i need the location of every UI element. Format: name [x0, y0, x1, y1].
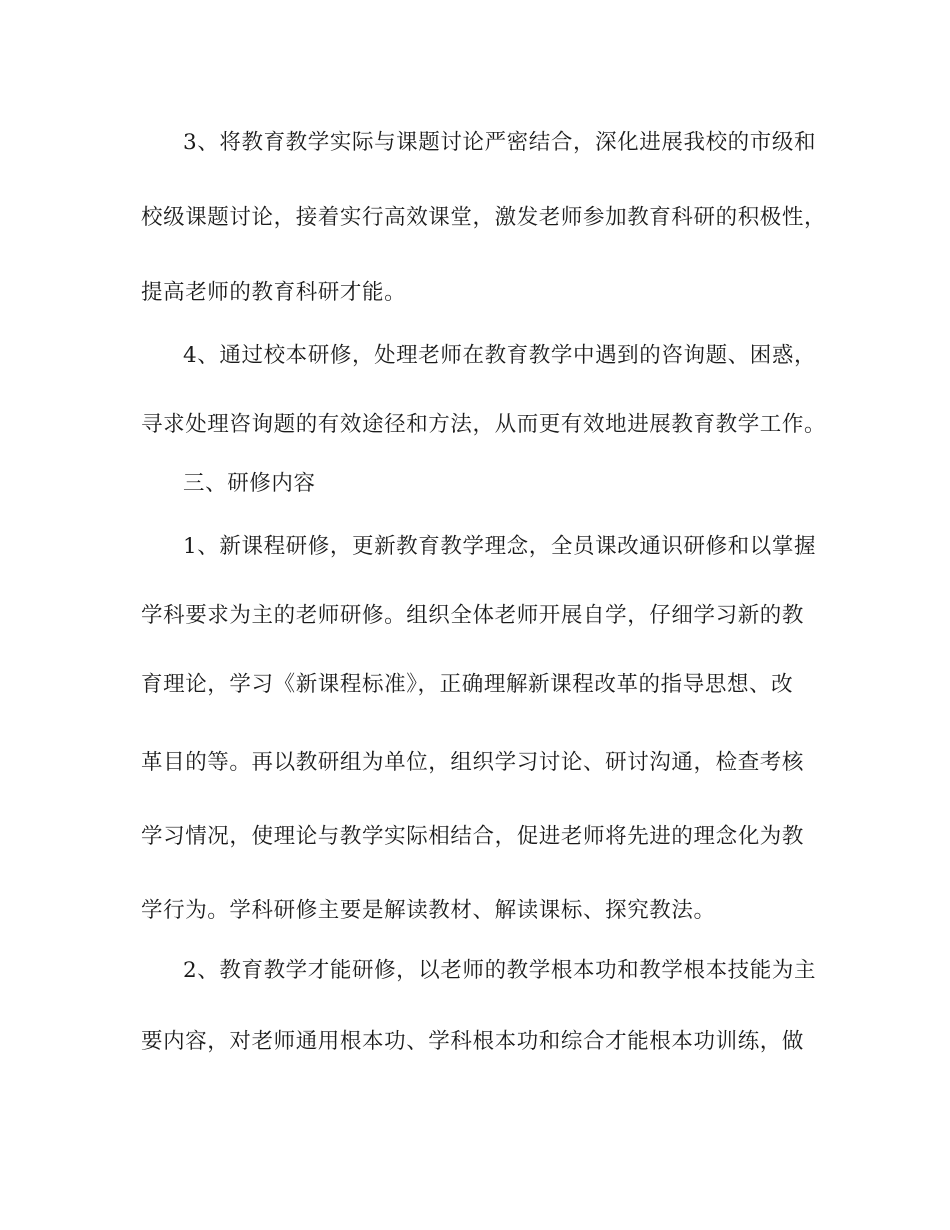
paragraph-line: 要内容，对老师通用根本功、学科根本功和综合才能根本功训练，做 — [141, 1029, 805, 1054]
paragraph-line: 学习情况，使理论与教学实际相结合，促进老师将先进的理念化为教 — [141, 824, 805, 849]
paragraph-line: 1、新课程研修，更新教育教学理念，全员课改通识研修和以掌握 — [183, 534, 817, 559]
section-heading: 三、研修内容 — [183, 471, 316, 496]
paragraph-line: 4、通过校本研修，处理老师在教育教学中遇到的咨询题、困惑， — [183, 343, 817, 368]
paragraph-line: 提高老师的教育科研才能。 — [141, 280, 407, 305]
paragraph-line: 学行为。学科研修主要是解读教材、解读课标、探究教法。 — [141, 898, 716, 923]
paragraph-line: 校级课题讨论，接着实行高效课堂，激发老师参加教育科研的积极性， — [141, 205, 827, 230]
paragraph-line: 2、教育教学才能研修，以老师的教学根本功和教学根本技能为主 — [183, 958, 817, 983]
paragraph-line: 寻求处理咨询题的有效途径和方法，从而更有效地进展教育教学工作。 — [141, 412, 827, 437]
paragraph-line: 革目的等。再以教研组为单位，组织学习讨论、研讨沟通，检查考核 — [141, 750, 805, 775]
paragraph-line: 学科要求为主的老师研修。组织全体老师开展自学，仔细学习新的教 — [141, 603, 805, 628]
paragraph-line: 3、将教育教学实际与课题讨论严密结合，深化进展我校的市级和 — [183, 130, 817, 155]
paragraph-line: 育理论，学习《新课程标准》，正确理解新课程改革的指导思想、改 — [141, 672, 794, 697]
